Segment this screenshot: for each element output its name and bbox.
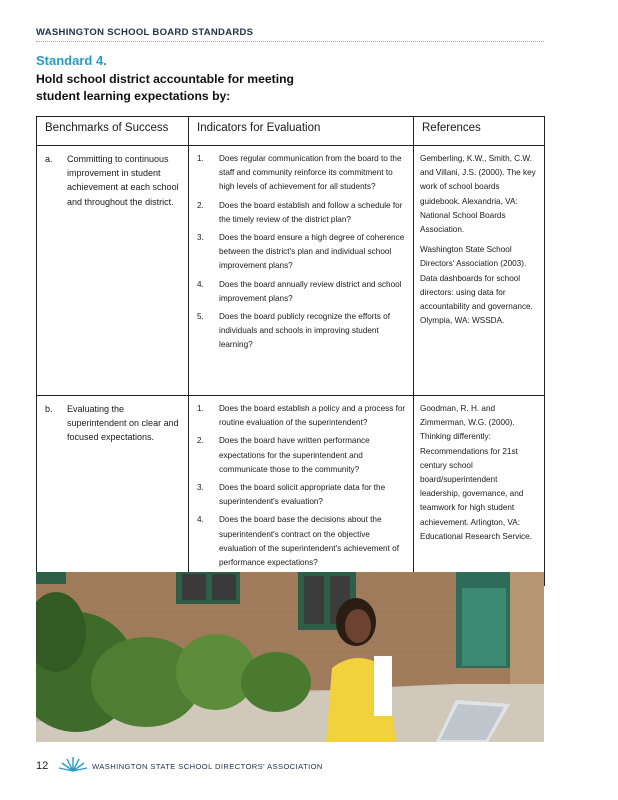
standard-label: Standard 4.: [36, 53, 107, 68]
indicator-item: 4. Does the board annually review district and school improvement plans?: [197, 279, 402, 303]
footer-organization: WASHINGTON STATE SCHOOL DIRECTORS' ASSOCIATION: [92, 762, 323, 771]
indicators-cell: [189, 396, 414, 586]
table-header-row: [37, 117, 545, 146]
indicator-item: 4. Does the board base the decisions about the superintendent's contract on the objective evaluation of the superintendent's achievement of performance expectations?: [197, 515, 399, 568]
reference-entry: Goodman, R. H. and Zimmerman, W.G. (2000). Thinking differently: Recommendations for 21st century school board/superintendent leadership, governance, and teamwork for high student achievement. Arlington, VA: Educational Research Service.: [420, 404, 532, 541]
benchmark-text: Evaluating the superintendent on clear and focused expectations.: [67, 404, 179, 443]
indicator-item: 5. Does the board publicly recognize the efforts of individuals and schools in improving student learning?: [197, 312, 390, 350]
wssda-logo-icon: [58, 755, 88, 778]
benchmark-letter: b.: [45, 404, 53, 414]
indicator-item: 2. Does the board have written performance expectations for the superintendent and communicate those to the community?: [197, 436, 370, 474]
page-number: 12: [36, 760, 49, 772]
indicator-item: 1. Does regular communication from the board to the staff and community reinforce its commitment to high levels of achievement for all students?: [197, 154, 402, 192]
column-header-indicators: Indicators for Evaluation: [189, 117, 414, 146]
indicators-cell: [189, 146, 414, 396]
running-header: WASHINGTON SCHOOL BOARD STANDARDS: [36, 27, 254, 38]
table-row: [37, 146, 545, 396]
reference-entry: Washington State School Directors' Association (2003). Data dashboards for school directors: using data for accountability and governance. Olympia, WA: WSSDA.: [420, 245, 533, 326]
benchmark-cell: [37, 146, 189, 396]
table-row: [37, 396, 545, 586]
benchmark-cell: [37, 396, 189, 586]
column-header-benchmarks: Benchmarks of Success: [37, 117, 189, 146]
indicator-item: 3. Does the board ensure a high degree of coherence between the district's plan and individual school improvement plans?: [197, 233, 405, 271]
benchmark-text: Committing to continuous improvement in student achievement at each school and throughout the district.: [67, 154, 179, 207]
photo-illustration: [36, 572, 544, 742]
indicator-item: 2. Does the board establish and follow a schedule for the timely review of the district plan?: [197, 200, 403, 224]
column-header-references: References: [414, 117, 545, 146]
indicator-item: 1. Does the board establish a policy and a process for routine evaluation of the superintendent?: [197, 404, 406, 428]
indicator-item: 3. Does the board solicit appropriate data for the superintendent's evaluation?: [197, 483, 386, 507]
standard-title: Hold school district accountable for meeting student learning expectations by:: [36, 72, 295, 103]
photo-student-with-laptop: [36, 572, 544, 742]
header-rule: [36, 41, 544, 42]
benchmark-letter: a.: [45, 154, 53, 164]
references-cell: [414, 146, 545, 396]
references-cell: [414, 396, 545, 586]
benchmarks-table: [36, 116, 545, 586]
reference-entry: Gemberling, K.W., Smith, C.W. and Villani, J.S. (2000). The key work of school boards guidebook. Alexandria, VA: National School Boards Association.: [420, 154, 536, 235]
